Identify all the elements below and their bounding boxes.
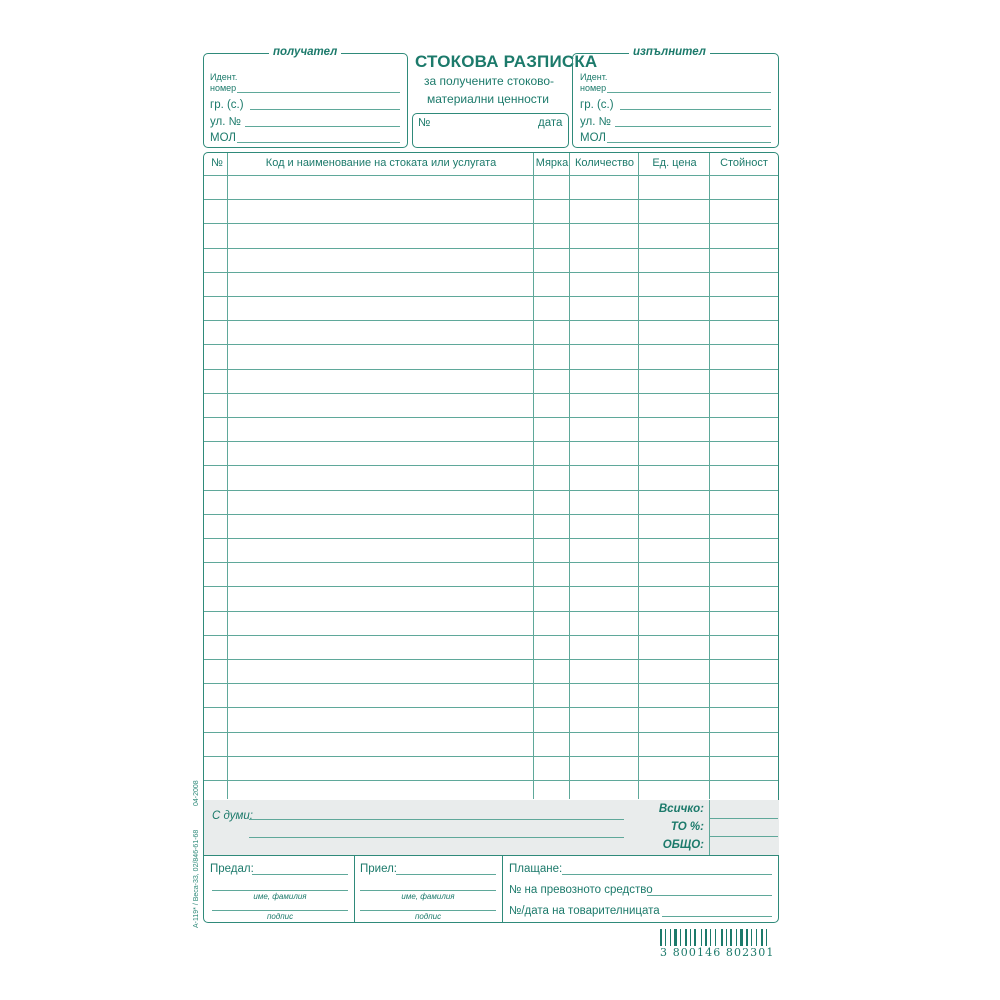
items-table xyxy=(203,152,779,923)
payment-label: Плащане: xyxy=(509,863,563,875)
executor-title: изпълнител xyxy=(629,47,710,59)
header-price: Ед. цена xyxy=(652,157,697,169)
in-words-field[interactable] xyxy=(249,819,624,820)
all-label: Всичко: xyxy=(658,803,704,815)
received-name-field[interactable] xyxy=(396,874,496,875)
waybill-label: №/дата на товарителницата xyxy=(509,905,660,917)
table-row[interactable] xyxy=(204,345,778,367)
header-qty: Количество xyxy=(574,157,635,169)
table-row[interactable] xyxy=(204,636,778,658)
date-label: дата xyxy=(538,117,563,129)
in-words-label: С думи: xyxy=(212,810,253,822)
vehicle-label: № на превозното средство xyxy=(509,884,653,896)
recipient-mol-field[interactable] xyxy=(237,142,400,143)
document-title: СТОКОВА РАЗПИСКА xyxy=(415,52,598,71)
recipient-id-label-2: номер xyxy=(210,83,237,93)
table-row[interactable] xyxy=(204,660,778,682)
table-row[interactable] xyxy=(204,442,778,464)
recipient-id-field[interactable] xyxy=(237,92,400,93)
waybill-field[interactable] xyxy=(662,916,772,917)
side-print-code: A-119* / Веса-33, 02/846-61-68 xyxy=(193,829,200,928)
executor-street-label: ул. № xyxy=(580,116,611,128)
executor-city-field[interactable] xyxy=(620,109,771,110)
table-row[interactable] xyxy=(204,491,778,513)
vehicle-field[interactable] xyxy=(647,895,772,896)
handed-label: Предал: xyxy=(210,863,254,875)
executor-street-field[interactable] xyxy=(615,126,771,127)
total-label: ОБЩО: xyxy=(662,839,704,851)
handed-sign-hint: подпис xyxy=(266,912,294,921)
recipient-street-label: ул. № xyxy=(210,116,241,128)
received-label: Приел: xyxy=(360,863,398,875)
table-row[interactable] xyxy=(204,321,778,343)
side-print-date: 04-2008 xyxy=(193,780,200,806)
payment-field[interactable] xyxy=(562,874,772,875)
executor-id-label-2: номер xyxy=(580,83,607,93)
recipient-title: получател xyxy=(269,47,341,59)
recipient-city-field[interactable] xyxy=(250,109,400,110)
table-row[interactable] xyxy=(204,394,778,416)
table-row[interactable] xyxy=(204,587,778,609)
table-row[interactable] xyxy=(204,249,778,271)
header-name: Код и наименование на стоката или услугата xyxy=(265,157,497,169)
number-field[interactable] xyxy=(433,117,493,137)
number-label: № xyxy=(418,117,431,129)
table-row[interactable] xyxy=(204,708,778,730)
footer-divider xyxy=(354,855,355,922)
executor-id-field[interactable] xyxy=(607,92,771,93)
table-row[interactable] xyxy=(204,297,778,319)
table-row[interactable] xyxy=(204,273,778,295)
executor-id-label: Идент. xyxy=(580,72,608,82)
table-row[interactable] xyxy=(204,684,778,706)
header-no: № xyxy=(211,157,223,169)
table-row[interactable] xyxy=(204,733,778,755)
handed-sign-field[interactable] xyxy=(212,910,348,911)
footer-top-border xyxy=(204,855,778,856)
received-sign-hint: подпис xyxy=(414,912,442,921)
all-value-field[interactable] xyxy=(710,801,777,817)
recipient-city-label: гр. (с.) xyxy=(210,99,244,111)
table-row[interactable] xyxy=(204,176,778,198)
handed-name-field[interactable] xyxy=(252,874,348,875)
barcode-number: 3 800146 802301 xyxy=(660,946,780,959)
total-value-field[interactable] xyxy=(710,837,777,854)
to-percent-label: ТО %: xyxy=(670,821,704,833)
date-field[interactable] xyxy=(495,131,565,145)
executor-mol-label: МОЛ xyxy=(580,132,606,144)
recipient-street-field[interactable] xyxy=(245,126,400,127)
recipient-mol-label: МОЛ xyxy=(210,132,236,144)
handed-name-line-2[interactable] xyxy=(212,890,348,891)
table-row[interactable] xyxy=(204,418,778,440)
side-print-info xyxy=(193,778,205,928)
table-row[interactable] xyxy=(204,539,778,561)
recipient-id-label: Идент. xyxy=(210,72,238,82)
executor-city-label: гр. (с.) xyxy=(580,99,614,111)
table-row[interactable] xyxy=(204,612,778,634)
table-row[interactable] xyxy=(204,370,778,392)
received-name-hint: име, фамилия xyxy=(401,892,455,901)
document-subtitle-2: материални ценности xyxy=(427,92,549,106)
table-row[interactable] xyxy=(204,563,778,585)
footer-divider xyxy=(502,855,503,922)
received-sign-field[interactable] xyxy=(360,910,496,911)
handed-name-hint: име, фамилия xyxy=(253,892,307,901)
to-value-field[interactable] xyxy=(710,819,777,835)
executor-mol-field[interactable] xyxy=(607,142,771,143)
header-value: Стойност xyxy=(720,157,768,169)
header-unit: Мярка xyxy=(535,157,569,169)
received-name-line-2[interactable] xyxy=(360,890,496,891)
table-row[interactable] xyxy=(204,515,778,537)
table-row[interactable] xyxy=(204,466,778,488)
document-subtitle-1: за получените стоково- xyxy=(424,74,555,88)
in-words-field-2[interactable] xyxy=(249,837,624,838)
table-row[interactable] xyxy=(204,224,778,246)
table-row[interactable] xyxy=(204,200,778,222)
table-row[interactable] xyxy=(204,757,778,779)
